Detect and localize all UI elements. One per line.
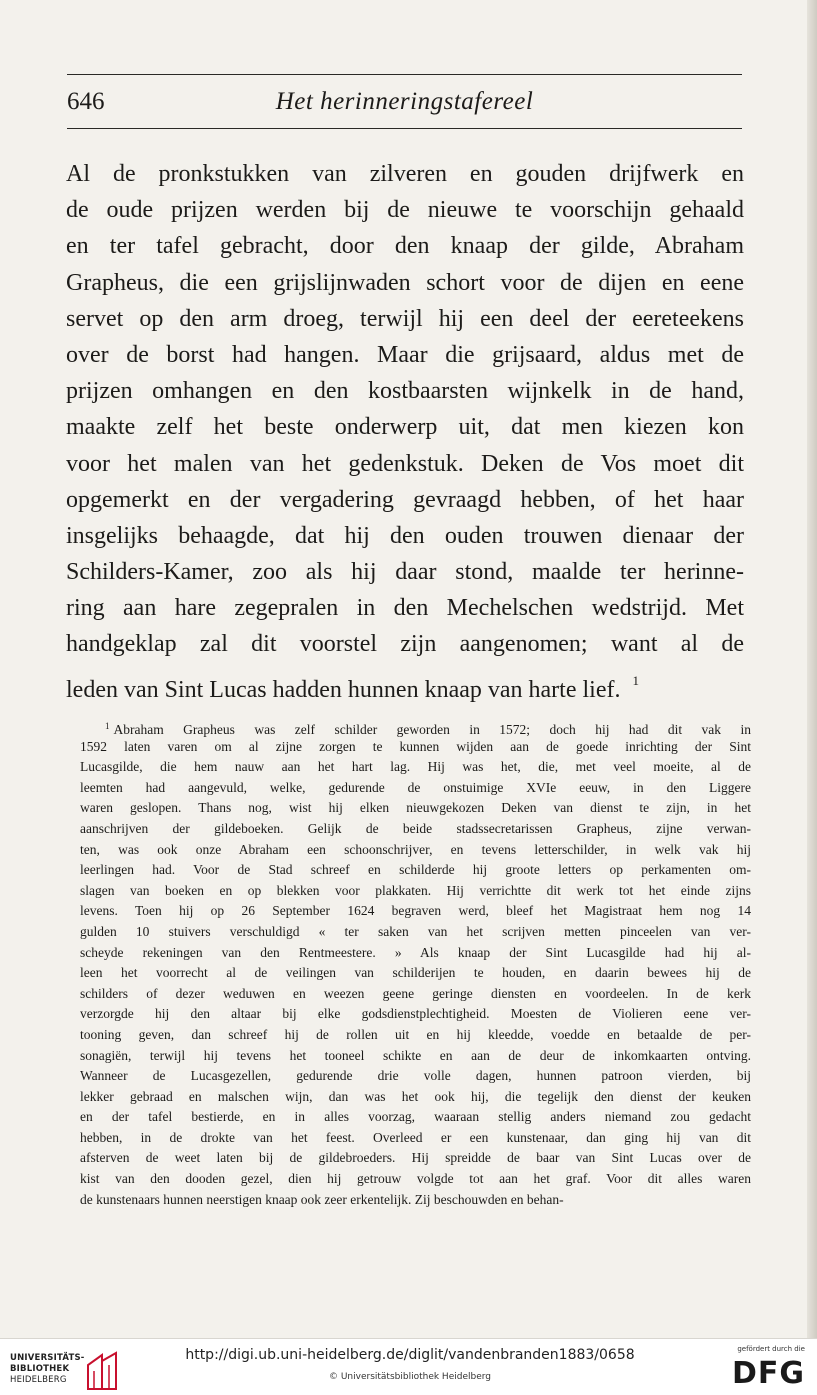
footnote-line-content: Abraham Grapheus was zelf schilder geworden in 1572; doch hij had dit vak in (113, 722, 751, 737)
header-rule-bottom (67, 128, 742, 129)
page-number: 646 (67, 88, 105, 115)
footnote-line: aanschrijven der gildeboeken. Gelijk de beide stadssecretarissen Grapheus, zijne verwan- (80, 820, 751, 836)
footnote-line: de kunstenaars hunnen neerstigen knaap ook zeer erkentelijk. Zij beschouwden en behan- (80, 1191, 564, 1207)
copyright-notice: © Universitätsbibliothek Heidelberg (328, 1372, 491, 1382)
viewer-footer (0, 1338, 817, 1395)
text-line-content: leden van Sint Lucas hadden hunnen knaap van harte lief. (66, 676, 621, 703)
library-name-line3: HEIDELBERG (10, 1375, 67, 1385)
footnote-marker: 1 (105, 721, 110, 731)
text-line: servet op den arm droeg, terwijl hij een deel der eereteekens (66, 305, 744, 332)
text-line: handgeklap zal dit voorstel zijn aangenomen; want al de (66, 631, 744, 658)
footnote-reference[interactable]: 1 (632, 672, 639, 688)
dfg-badge[interactable] (725, 1345, 805, 1391)
text-line: ring aan hare zegepralen in den Mechelschen wedstrijd. Met (66, 595, 744, 622)
text-line: de oude prijzen werden bij de nieuwe te voorschijn gehaald (66, 197, 744, 224)
text-line: Al de pronkstukken van zilveren en gouden drijfwerk en (66, 161, 744, 187)
footnote-line: kist van den dooden gezel, dien hij getrouw volgde tot aan het graf. Voor dit alles waren (80, 1171, 751, 1187)
footnote-line: verzorgde hij den altaar bij elke godsdienstplechtigheid. Moesten de Violieren eene ver- (80, 1006, 751, 1022)
text-line: prijzen omhangen en den kostbaarsten wijnkelk in de hand, (66, 378, 744, 405)
footnote-line: tooning geven, dan schreef hij de rollen uit en hij kleedde, voedde en betaalde de per- (80, 1026, 751, 1042)
footnote-line: gulden 10 stuivers verschuldigd « ter saken van het scrijven metten pinceelen van ver- (80, 923, 751, 939)
footnote-line: leen het voorrecht al de veilingen van schilderijen te houden, en daarin bewees hij de (80, 965, 751, 981)
footnote-line: en der tafel bestierde, en in alles voorzag, waaraan stellig anders niemand zou gedacht (80, 1109, 751, 1125)
footnote-line: schilders of dezer weduwen en weezen geene geringe diensten en voordeelen. In de kerk (80, 985, 751, 1001)
text-line: Schilders-Kamer, zoo als hij daar stond, maalde ter herinne- (66, 559, 744, 586)
text-line: Grapheus, die een grijslijnwaden schort voor de dijen en eene (66, 269, 744, 296)
running-title: Het herinneringstafereel (275, 88, 534, 115)
footnote-line: afsterven de weet laten bij de gildebroeders. Hij spreidde de baar van Sint Lucas over de (80, 1150, 751, 1166)
text-line: over de borst had hangen. Maar die grijsaard, aldus met de (66, 341, 744, 368)
footnote-line: leemten had aangevuld, welke, gedurende de onstuimige XVIe eeuw, in den Liggere (80, 779, 751, 795)
footnote-line: Wanneer de Lucasgezellen, gedurende drie volle dagen, hunnen patroon vierden, bij (80, 1068, 751, 1084)
text-line: en ter tafel gebracht, door den knaap der gilde, Abraham (66, 233, 744, 260)
dfg-logo: DFG (731, 1356, 805, 1391)
text-line: opgemerkt en der vergadering gevraagd hebben, of het haar (66, 486, 744, 513)
footnote-line: ten, was ook onze Abraham een schoonschrijver, en tevens letterschilder, in welk vak hij (80, 841, 751, 857)
footnote-line: lekker gebraad en malschen wijn, dan was het ook hij, die tegelijk den dienst der keuken (80, 1088, 751, 1104)
footnote-line: leerlingen had. Voor de Stad schreef en schilderde hij groote letters op perkamenten om- (80, 862, 751, 878)
page-header (67, 84, 742, 120)
footnote-line: levens. Toen hij op 26 September 1624 begraven werd, bleef het Magistraat hem nog 14 (80, 903, 751, 919)
text-line-last (66, 663, 744, 703)
text-line: insgelijks behaagde, dat hij den ouden trouwen dienaar der (66, 522, 744, 549)
text-line: voor het malen van het gedenkstuk. Deken de Vos moet dit (66, 450, 744, 477)
header-rule-top (67, 74, 742, 75)
text-line: maakte zelf het beste onderwerp uit, dat men kiezen kon (66, 414, 744, 441)
library-name-line1: UNIVERSITÄTS- (10, 1353, 85, 1363)
document-url-link[interactable]: http://digi.ub.uni-heidelberg.de/diglit/vandenbranden1883/0658 (185, 1347, 635, 1363)
page-edge (807, 0, 817, 1338)
footnote-line-first (80, 716, 751, 737)
library-emblem-icon (84, 1351, 120, 1391)
footnote (80, 716, 751, 1210)
footnote-line: hebben, in de drokte van het feest. Overleed er een kunstenaar, dan ging hij van dit (80, 1129, 751, 1145)
library-logo[interactable] (10, 1351, 120, 1391)
footnote-line: sonagiën, terwijl hij tevens het tooneel schikte en aan de deur de inkomkaarten ontving. (80, 1047, 751, 1063)
main-text (66, 156, 744, 703)
footnote-line: Lucasgilde, die hem nauw aan het hart lag. Hij was het, die, met veel moeite, al de (80, 759, 751, 775)
funding-note: gefördert durch die (737, 1345, 805, 1353)
footnote-line: scheyde rekeningen van den Rentmeestere. » Als knaap der Sint Lucasgilde had hij al- (80, 944, 751, 960)
footnote-line: 1592 laten varen om al zijne zorgen te kunnen wijden aan de goede inrichting der Sint (80, 738, 751, 754)
library-name-line2: BIBLIOTHEK (10, 1364, 70, 1374)
footnote-line: slagen van boeken en op blekken voor plakkaten. Hij verrichtte dit werk tot het einde zijns (80, 882, 751, 898)
footnote-line: waren geslopen. Thans nog, wist hij elken nieuwgekozen Deken van dienst te zijn, in het (80, 800, 751, 816)
